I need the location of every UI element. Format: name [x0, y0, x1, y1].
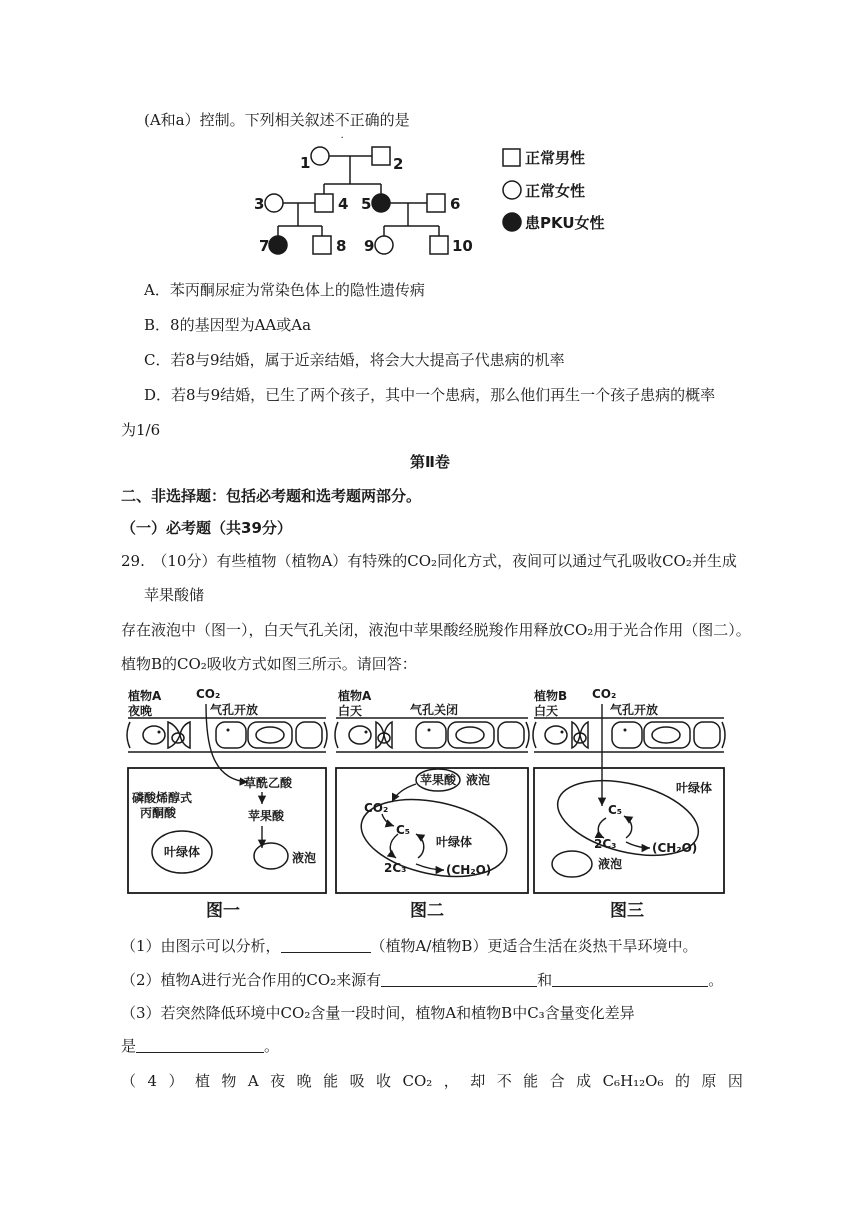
individual-3-normal-female — [265, 194, 283, 212]
sub1-suffix: （植物A/植物B）更适合生活在炎热干旱环境中。 — [370, 937, 698, 955]
sub4-token: （ — [121, 1072, 137, 1090]
sub4-token: 植 — [194, 1072, 210, 1090]
fig2-epidermis — [335, 718, 529, 752]
fig2-ch2o-label: (CH₂O) — [446, 863, 492, 877]
fig2-time-label: 白天 — [338, 704, 363, 718]
label-7: 7 — [259, 237, 270, 255]
fig2-c3-label: 2C₃ — [384, 861, 407, 875]
individual-8-normal-male — [313, 236, 331, 254]
figure-1 — [127, 687, 327, 921]
option-d-line2: 为1/6 — [121, 421, 161, 439]
intro-suffix: 正确的是 — [349, 111, 410, 129]
individual-5-affected-female — [372, 194, 390, 212]
individual-7-affected-female — [269, 236, 287, 254]
emphasis-dot: · — [340, 133, 344, 144]
fig1-caption: 图一 — [206, 901, 240, 921]
fig2-cycle-arrow-2 — [416, 834, 424, 858]
sub3-suffix: 。 — [264, 1037, 280, 1055]
sub4-token: 原 — [701, 1072, 717, 1090]
fig3-to-ch2o-arrow — [626, 842, 650, 848]
fig3-vacuole-label: 液泡 — [598, 857, 623, 871]
label-8: 8 — [336, 237, 347, 255]
sub4-token: 能 — [323, 1072, 339, 1090]
sub3-prefix: 是 — [121, 1037, 137, 1055]
sub4-token: CO₂ — [402, 1072, 433, 1090]
sub4-token: 的 — [674, 1072, 690, 1090]
q29-line4: 植物B的CO₂吸收方式如图三所示。请回答： — [121, 655, 417, 673]
q29-line3: 存在液泡中（图一），白天气孔关闭，液泡中苹果酸经脱羧作用释放CO₂用于光合作用（图二）。 — [121, 621, 751, 639]
fig1-pep-label-2: 丙酮酸 — [140, 806, 177, 820]
q29-sub4 — [121, 1071, 743, 1091]
required-heading: （一）必考题（共39分） — [121, 519, 292, 537]
q29-sub2 — [121, 970, 723, 990]
fig2-c5-label: C₅ — [396, 823, 411, 837]
fig2-vacuole-label: 液泡 — [466, 773, 491, 787]
fig1-co2-label: CO₂ — [196, 687, 221, 701]
label-10: 10 — [452, 237, 473, 255]
fig3-chloroplast-label: 叶绿体 — [676, 781, 713, 795]
individual-1-normal-female — [311, 147, 329, 165]
sub2-answer-blank-1[interactable] — [381, 970, 537, 987]
fig2-plant-label: 植物A — [338, 689, 372, 703]
pedigree-chart — [240, 140, 660, 265]
sub4-token: ） — [168, 1072, 184, 1090]
legend-normal-male-label: 正常男性 — [525, 149, 586, 167]
fig1-time-label: 夜晚 — [128, 704, 153, 718]
fig2-co2-to-c5-arrow — [382, 814, 394, 826]
fig1-cell — [128, 768, 326, 893]
legend-normal-female-label: 正常女性 — [525, 182, 586, 200]
emphasis-dotted-char — [334, 111, 350, 144]
fig2-stoma-label: 气孔关闭 — [410, 703, 459, 717]
sub4-token: 4 — [147, 1072, 158, 1090]
sub4-token: 物 — [221, 1072, 237, 1090]
sub4-token: 不 — [496, 1072, 512, 1090]
label-6: 6 — [450, 195, 461, 213]
fig3-ch2o-label: (CH₂O) — [652, 841, 698, 855]
q29-sub1 — [121, 936, 697, 956]
individual-9-normal-female — [375, 236, 393, 254]
q29-line1: 29. （10分）有些植物（植物A）有特殊的CO₂同化方式，夜间可以通过气孔吸收CO₂并生成 — [121, 552, 737, 570]
fig1-oaa-label: 草酰乙酸 — [244, 776, 293, 790]
fig2-co2-label: CO₂ — [364, 801, 389, 815]
fig1-pep-label-1: 磷酸烯醇式 — [132, 791, 193, 805]
sub4-token: A — [247, 1072, 259, 1090]
q29-line2: 苹果酸储 — [144, 586, 205, 604]
sub3-answer-blank[interactable] — [136, 1036, 264, 1053]
q29-sub3-line2 — [121, 1036, 279, 1056]
sub4-token: 夜 — [270, 1072, 286, 1090]
emphasis-char: 不 — [334, 111, 350, 129]
fig2-to-ch2o-arrow — [416, 864, 444, 870]
fig3-plant-label: 植物B — [534, 689, 568, 703]
fig3-cycle-arrow-2 — [624, 816, 632, 838]
intro-text — [144, 110, 410, 144]
fig3-co2-label: CO₂ — [592, 687, 617, 701]
option-a: A．苯丙酮尿症为常染色体上的隐性遗传病 — [144, 281, 425, 299]
fig3-cycle-arrow-1 — [598, 818, 606, 838]
sub4-token: 晚 — [296, 1072, 312, 1090]
label-9: 9 — [364, 237, 375, 255]
fig1-stoma-label: 气孔开放 — [210, 703, 259, 717]
sub2-prefix: （2）植物A进行光合作用的CO₂来源有 — [121, 971, 382, 989]
individual-2-normal-male — [372, 147, 390, 165]
label-4: 4 — [338, 195, 349, 213]
fig2-caption: 图二 — [410, 901, 444, 921]
option-d-line1: D．若8与9结婚，已生了两个孩子，其中一个患病，那么他们再生一个孩子患病的概率 — [144, 386, 716, 404]
sub1-answer-blank[interactable] — [281, 936, 371, 953]
fig1-malate-label: 苹果酸 — [248, 809, 285, 823]
label-2: 2 — [393, 155, 404, 173]
fig3-epidermis — [533, 718, 725, 752]
legend-normal-female-symbol — [503, 181, 521, 199]
individual-10-normal-male — [430, 236, 448, 254]
sub4-token: 吸 — [349, 1072, 365, 1090]
sub4-token: ， — [443, 1072, 459, 1090]
fig3-stoma-label: 气孔开放 — [610, 703, 659, 717]
q29-sub3-line1: （3）若突然降低环境中CO₂含量一段时间，植物A和植物B中C₃含量变化差异 — [121, 1004, 635, 1022]
legend-affected-female-symbol — [503, 213, 521, 231]
legend-affected-female-label: 患PKU女性 — [525, 214, 605, 232]
fig2-chloroplast-label: 叶绿体 — [436, 835, 473, 849]
sub2-answer-blank-2[interactable] — [552, 970, 708, 987]
sub4-token: 合 — [549, 1072, 565, 1090]
part2-heading: 二、非选择题：包括必考题和选考题两部分。 — [121, 487, 422, 505]
sub4-token: 因 — [727, 1072, 743, 1090]
fig1-vacuole-label: 液泡 — [292, 851, 317, 865]
fig3-vacuole — [552, 851, 592, 877]
individual-4-normal-male — [315, 194, 333, 212]
fig3-c3-label: 2C₃ — [594, 837, 617, 851]
label-1: 1 — [300, 154, 311, 172]
legend-normal-male-symbol — [503, 149, 520, 166]
figure-2 — [335, 688, 529, 921]
fig1-vacuole — [254, 843, 288, 869]
sub4-token: C₆H₁₂O₆ — [602, 1072, 664, 1090]
sub1-prefix: （1）由图示可以分析， — [121, 937, 281, 955]
figure-3 — [533, 687, 725, 921]
section-title: 第Ⅱ卷 — [410, 453, 450, 471]
fig3-time-label: 白天 — [534, 704, 559, 718]
fig1-epidermis — [127, 718, 327, 752]
individual-6-normal-male — [427, 194, 445, 212]
fig1-chloroplast-label: 叶绿体 — [164, 845, 201, 859]
sub4-token: 却 — [470, 1072, 486, 1090]
photosynthesis-figures — [120, 680, 740, 920]
fig3-caption: 图三 — [610, 901, 644, 921]
sub2-suffix: 。 — [708, 971, 724, 989]
fig2-cycle-arrow-1 — [390, 834, 398, 858]
sub2-middle: 和 — [537, 971, 553, 989]
intro-prefix: (A和a）控制。下列相关叙述 — [144, 111, 335, 129]
fig3-c5-label: C₅ — [608, 803, 623, 817]
fig1-plant-label: 植物A — [128, 689, 162, 703]
sub4-token: 收 — [376, 1072, 392, 1090]
fig2-malate-label: 苹果酸 — [420, 773, 457, 787]
option-c: C．若8与9结婚，属于近亲结婚，将会大大提高子代患病的机率 — [144, 351, 565, 369]
label-3: 3 — [254, 195, 265, 213]
sub4-token: 能 — [523, 1072, 539, 1090]
sub4-token: 成 — [576, 1072, 592, 1090]
label-5: 5 — [361, 195, 372, 213]
option-b: B．8的基因型为AA或Aa — [144, 316, 312, 334]
